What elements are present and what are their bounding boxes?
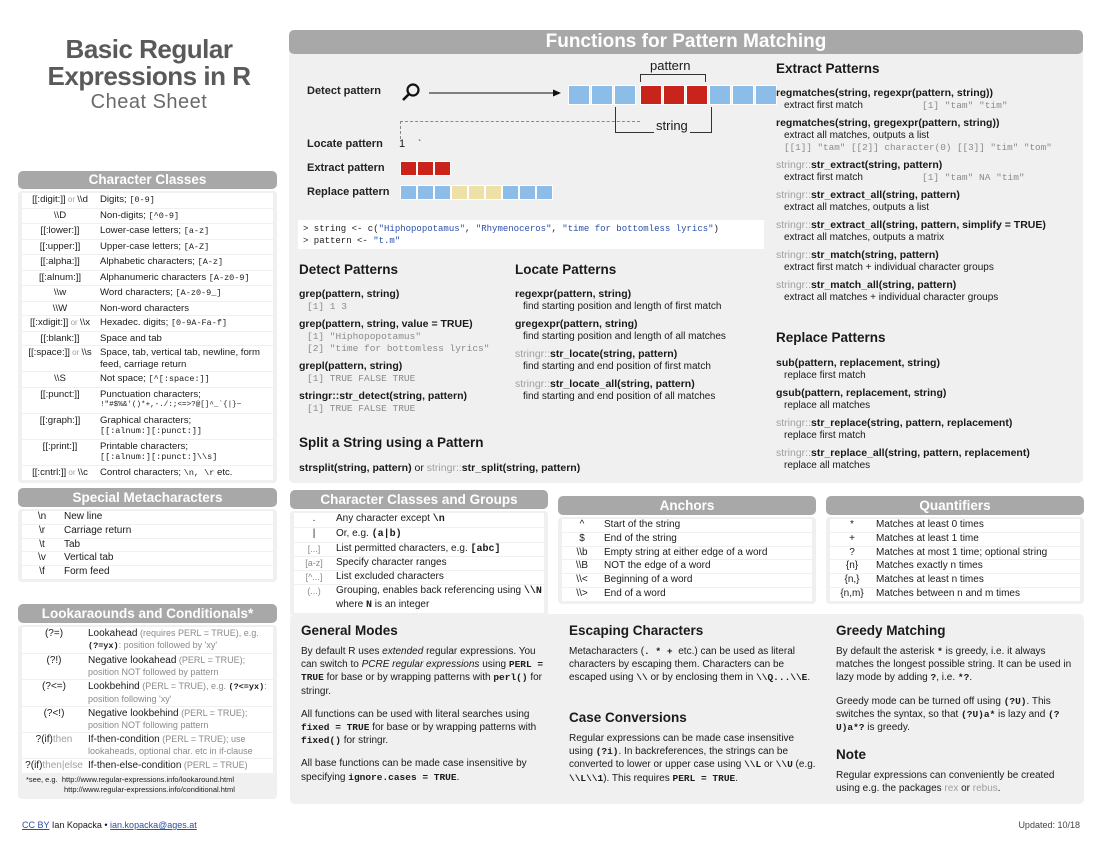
detect-list [299,288,509,420]
table-row: (?<=) Lookbehind (PERL = TRUE), e.g. (?<=yx): position following 'xy' [22,680,273,706]
note-url-1[interactable]: http://www.regular-expressions.info/lookaround.html [61,774,235,784]
table-row: \\< Beginning of a word [562,574,812,587]
special-banner: Special Metacharacters [18,488,277,507]
case-text: Regular expressions can be made case insensitive using (?i). In backreferences, the strings can be converted to lower or upper case using \\L or \\U (e.g. \\L\\1). This requires PERL = TRUE. [569,733,816,784]
table-row: {n,} Matches at least n times [830,574,1080,587]
general-text: By default R uses extended regular expressions. You can switch to PCRE regular expressions using PERL = TRUE for base or by wrapping patterns with perl() for stringr. All functions can be used with literal searches using fixed = TRUE for base or by wrapping patterns with fixed() for stringr. All base functions can be made case insensitive by specifying ignore.cases = TRUE. [301,646,544,783]
table-row: [[:print:]] Printable characters; [[:alnum:][:punct:]\\s] [22,440,273,465]
replace-list [776,357,1080,477]
extract-item: stringr::str_match_all(string, pattern) extract all matches + individual character groups [776,279,999,303]
locate-number: 1 [399,138,406,150]
table-row: [[:alnum:]] Alphanumeric characters [A-z0-9] [22,271,273,286]
table-row: [[:upper:]] Upper-case letters; [A-Z] [22,240,273,255]
anchors-table [558,517,816,604]
rebus-package: rebus [972,783,998,795]
split-heading: Split a String using a Pattern [299,435,484,450]
extract-item: regmatches(string, regexpr(pattern, string)) extract first match [1] "tam" "tim" [776,87,1008,111]
sheet-title [20,36,278,114]
code-line-1: > string <- c("Hiphopopotamus", "Rhymenoceros", "time for bottomless lyrics") [303,224,719,234]
extract-item: stringr::str_match(string, pattern) extract first match + individual character groups [776,249,994,273]
quantifiers-banner: Quantifiers [826,496,1084,515]
extract-list [776,87,1080,309]
locate-item: stringr::str_locate_all(string, pattern) find starting and end position of all matches [515,378,716,402]
table-row: + Matches at least 1 time [830,533,1080,546]
footer-updated: Updated: 10/18 [1018,820,1080,830]
replace-item: stringr::str_replace_all(string, pattern, replacement) replace all matches [776,447,1030,471]
table-row: \n New line [22,511,273,524]
magnifier-icon [401,82,421,105]
split-functions: strsplit(string, pattern) or stringr::str_split(string, pattern) [299,462,581,474]
table-row: [[:xdigit:]] or \\x Hexadec. digits; [0-9A-Fa-f] [22,316,273,331]
table-row: \\w Word characters; [A-z0-9_] [22,286,273,301]
char-classes-banner: Character Classes [18,171,277,189]
table-row: (...) Grouping, enables back referencing using \\N where N is an integer [294,585,544,613]
table-row: (?=) Lookahead (requires PERL = TRUE), e.g. (?=yx): position followed by 'xy' [22,627,273,653]
table-row: \\D Non-digits; [^0-9] [22,209,273,224]
table-row: [[:blank:]] Space and tab [22,332,273,346]
title-line-1: Basic Regular [65,34,233,64]
table-row: [[:punct:]] Punctuation characters; !"#$%&'()*+,-./:;<=>?@[]^_`{|}~ [22,388,273,413]
locate-label: Locate pattern [307,138,383,150]
example-code [298,220,764,249]
table-row: \v Vertical tab [22,552,273,565]
pattern-bracket [640,74,706,82]
table-row: [[:graph:]] Graphical characters; [[:alnum:][:punct:]] [22,414,273,439]
quantifiers-table [826,517,1084,604]
table-row: (?!) Negative lookahead (PERL = TRUE); position NOT followed by pattern [22,654,273,679]
license-link[interactable]: CC BY [22,820,50,830]
code-line-2: > pattern <- "t.m" [303,236,401,246]
pattern-label: pattern [650,58,691,73]
title-line-3: Cheat Sheet [90,91,208,113]
locate-list [515,288,770,408]
extract-item: stringr::str_extract_all(string, pattern) extract all matches, outputs a list [776,189,960,213]
groups-table [290,511,548,616]
lookaround-banner: Lookaraounds and Conditionals* [18,604,277,623]
table-row: ? Matches at most 1 time; optional string [830,547,1080,560]
replace-item: stringr::str_replace(string, pattern, replacement) replace first match [776,417,1013,441]
footer-credits: CC BY Ian Kopacka • ian.kopacka@ages.at [22,820,197,830]
table-row: (?<!) Negative lookbehind (PERL = TRUE); position NOT following pattern [22,707,273,732]
greedy-heading: Greedy Matching [836,623,946,638]
special-table [18,509,277,582]
replace-heading: Replace Patterns [776,330,886,345]
table-row: [[:lower:]] Lower-case letters; [a-z] [22,224,273,239]
case-heading: Case Conversions [569,710,687,725]
string-label: string [656,118,688,133]
table-row: \\B NOT the edge of a word [562,560,812,573]
table-row: [a-z] Specify character ranges [294,557,544,570]
locate-item: regexpr(pattern, string) find starting position and length of first match [515,288,722,312]
table-row: {n} Matches exactly n times [830,560,1080,573]
title-line-2: Expressions in R [47,61,251,91]
arrow-icon [429,88,561,101]
note-heading: Note [836,747,866,762]
groups-banner: Character Classes and Groups [290,490,548,509]
table-row: ?(if)then If-then-condition (PERL = TRUE); use lookaheads, optional char. etc in if-clause [22,733,273,758]
locate-item: gregexpr(pattern, string) find starting position and length of all matches [515,318,726,342]
table-row: \\> End of a word [562,588,812,601]
table-row: ?(if)then|else If-then-else-condition (PERL = TRUE) [22,759,273,773]
note-text: Regular expressions can conveniently be created using e.g. the packages rex or rebus. [836,770,1055,795]
escaping-heading: Escaping Characters [569,623,704,638]
detect-label: Detect pattern [307,85,381,97]
extract-item: stringr::str_extract_all(string, pattern, simplify = TRUE) extract all matches, outputs a matrix [776,219,1046,243]
table-row: * Matches at least 0 times [830,519,1080,532]
table-row: [...] List permitted characters, e.g. [abc] [294,543,544,557]
table-row: [[:cntrl:]] or \\c Control characters; \n, \r etc. [22,466,273,481]
rex-package: rex [944,783,959,795]
note-url-2[interactable]: http://www.regular-expressions.info/conditional.html [64,784,235,794]
table-row: | Or, e.g. (a|b) [294,528,544,542]
table-row: . Any character except \n [294,513,544,527]
table-row: [[:alpha:]] Alphabetic characters; [A-z] [22,255,273,270]
replace-item: gsub(pattern, replacement, string) replace all matches [776,387,947,411]
table-row: ^ Start of the string [562,519,812,532]
anchors-banner: Anchors [558,496,816,515]
general-heading: General Modes [301,623,398,638]
table-row: [[:space:]] or \\s Space, tab, vertical tab, newline, form feed, carriage return [22,346,273,371]
detect-item: grep(pattern, string, value = TRUE) [1] "Hiphopopotamus" [2] "time for bottomless lyrics" [299,318,490,354]
replace-label: Replace pattern [307,186,390,198]
table-row: [[:digit:]] or \\d Digits; [0-9] [22,193,273,208]
table-row: \t Tab [22,539,273,552]
functions-banner: Functions for Pattern Matching [289,30,1083,54]
char-classes-table [18,191,277,483]
detect-heading: Detect Patterns [299,262,399,277]
extract-item: stringr::str_extract(string, pattern) extract first match [1] "tam" NA "tim" [776,159,1025,183]
extract-heading: Extract Patterns [776,61,880,76]
lookaround-note: *see, e.g. http://www.regular-expressions.info/lookaround.html http://www.regular-expressions.info/conditional.html [26,774,235,794]
extract-item: regmatches(string, gregexpr(pattern, string)) extract all matches, outputs a list [[1]] "tam" [[2]] character(0) [[3]] "tim" "tom" [776,117,1052,153]
table-row: \f Form feed [22,566,273,579]
detect-item: stringr::str_detect(string, pattern) [1] TRUE FALSE TRUE [299,390,468,414]
table-row: \\b Empty string at either edge of a word [562,547,812,560]
escaping-text: Metacharacters (. * + etc.) can be used as literal characters by escaping them. Characters can be escaped using \\ or by enclosing them in \\Q...\\E. [569,646,811,684]
locate-heading: Locate Patterns [515,262,617,277]
detect-item: grepl(pattern, string) [1] TRUE FALSE TRUE [299,360,416,384]
pattern-diagram: pattern Detect pattern string ` Locate pattern 1 Extract pattern Replace pattern [295,58,765,208]
replace-item: sub(pattern, replacement, string) replace first match [776,357,940,381]
lookaround-table [18,625,277,799]
table-row: \\S Not space; [^[:space:]] [22,372,273,387]
table-row: $ End of the string [562,533,812,546]
greedy-text: By default the asterisk * is greedy, i.e. it always matches the longest possible string. It can be used in lazy mode by adding ?, i.e. *?. Greedy mode can be turned off using (?U). This switches the syntax, so that (?U)a* is lazy and (?U)a*? is greedy. [836,646,1072,734]
extract-label: Extract pattern [307,162,385,174]
detect-item: grep(pattern, string) [1] 1 3 [299,288,400,312]
table-row: [^...] List excluded characters [294,571,544,584]
table-row: {n,m} Matches between n and m times [830,588,1080,601]
locate-item: stringr::str_locate(string, pattern) find starting and end position of first match [515,348,711,372]
email-link[interactable]: ian.kopacka@ages.at [110,820,197,830]
table-row: \\W Non-word characters [22,302,273,316]
table-row: \r Carriage return [22,525,273,538]
